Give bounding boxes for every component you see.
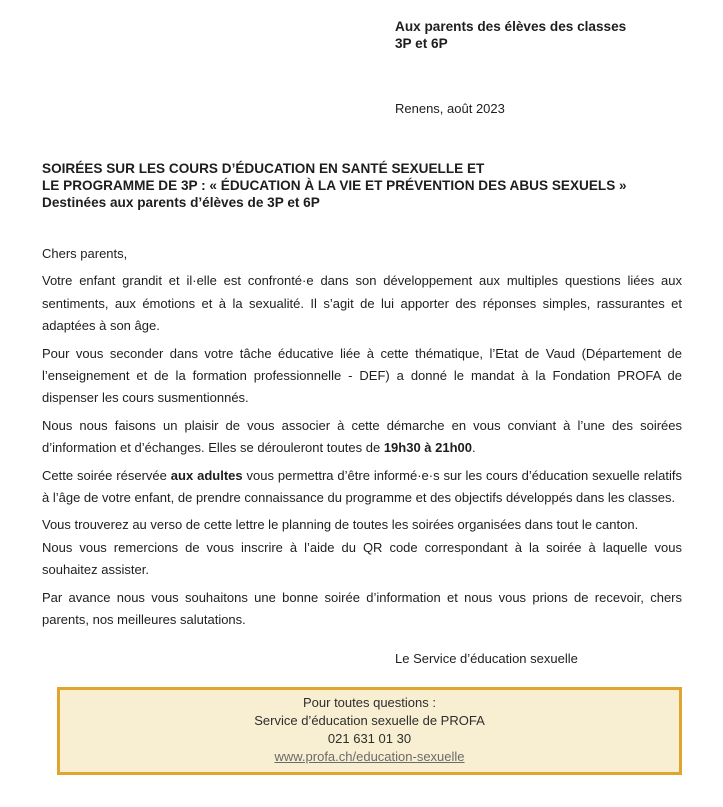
- letter-title-line-2: LE PROGRAMME DE 3P : « ÉDUCATION À LA VIE ET PRÉVENTION DES ABUS SEXUELS »: [42, 178, 627, 193]
- paragraph-3: [42, 415, 682, 460]
- letter-title-line-3: Destinées aux parents d’élèves de 3P et 6P: [42, 195, 320, 210]
- paragraph-2: Pour vous seconder dans votre tâche éducative liée à cette thématique, l’Etat de Vaud (Département de l’enseignement et de la formation professionnelle - DEF) a donné le mandat à la Fondation PROFA de dispenser les cours susmentionnés.: [42, 345, 682, 406]
- contact-link-row: [70, 748, 669, 766]
- paragraph-4-text: Cette soirée réservée: [42, 467, 171, 483]
- paragraph-3-bold-hours: 19h30 à 21h00: [383, 440, 473, 456]
- paragraph-3-period: .: [472, 440, 476, 456]
- contact-info-box: [57, 687, 682, 775]
- signoff: Le Service d’éducation sexuelle: [395, 650, 578, 666]
- recipient-block: [395, 18, 682, 52]
- letter-title-line-1: SOIRÉES SUR LES COURS D’ÉDUCATION EN SANTÉ SEXUELLE ET: [42, 161, 485, 176]
- paragraph-5-rest: Nous vous remercions de vous inscrire à l’aide du QR code correspondant à la soirée à laquelle vous souhaitez assister.: [42, 539, 682, 578]
- paragraph-3-text: Nous nous faisons un plaisir de vous associer à cette démarche en vous conviant à l’une des soirées d’information et d’échanges. Elles se dérouleront toutes de: [42, 417, 682, 456]
- paragraph-1: Votre enfant grandit et il·elle est confronté·e dans son développement aux multiples questions liées aux sentiments, aux émotions et à la sexualité. Il s’agit de lui apporter des réponses simples, rassurantes et adaptées à son âge.: [42, 273, 682, 334]
- salutation: Chers parents,: [42, 246, 128, 261]
- paragraph-6: Par avance nous vous souhaitons une bonne soirée d’information et nous vous prions de recevoir, chers parents, nos meilleures salutations.: [42, 589, 682, 628]
- paragraph-5: [42, 514, 682, 581]
- contact-heading: Pour toutes questions :: [303, 694, 436, 710]
- recipient-line-2: 3P et 6P: [395, 36, 448, 51]
- recipient-line-1: Aux parents des élèves des classes: [395, 19, 627, 34]
- date-line: Renens, août 2023: [395, 101, 505, 116]
- contact-phone: 021 631 01 30: [327, 730, 412, 746]
- paragraph-4: [42, 465, 682, 510]
- letter-title: [42, 160, 682, 211]
- paragraph-5-line-1: Vous trouverez au verso de cette lettre le planning de toutes les soirées organisées dans tout le canton.: [42, 517, 639, 533]
- paragraph-4-text-end: vous permettra d’être informé·e·s sur les cours d’éducation sexuelle relatifs à l’âge de votre enfant, de prendre connaissance du programme et des objectifs développés dans les classes.: [42, 467, 682, 506]
- contact-service-name: Service d’éducation sexuelle de PROFA: [254, 712, 485, 728]
- profa-website-link[interactable]: www.profa.ch/education-sexuelle: [274, 748, 465, 764]
- paragraph-4-bold-adults: aux adultes: [170, 467, 243, 483]
